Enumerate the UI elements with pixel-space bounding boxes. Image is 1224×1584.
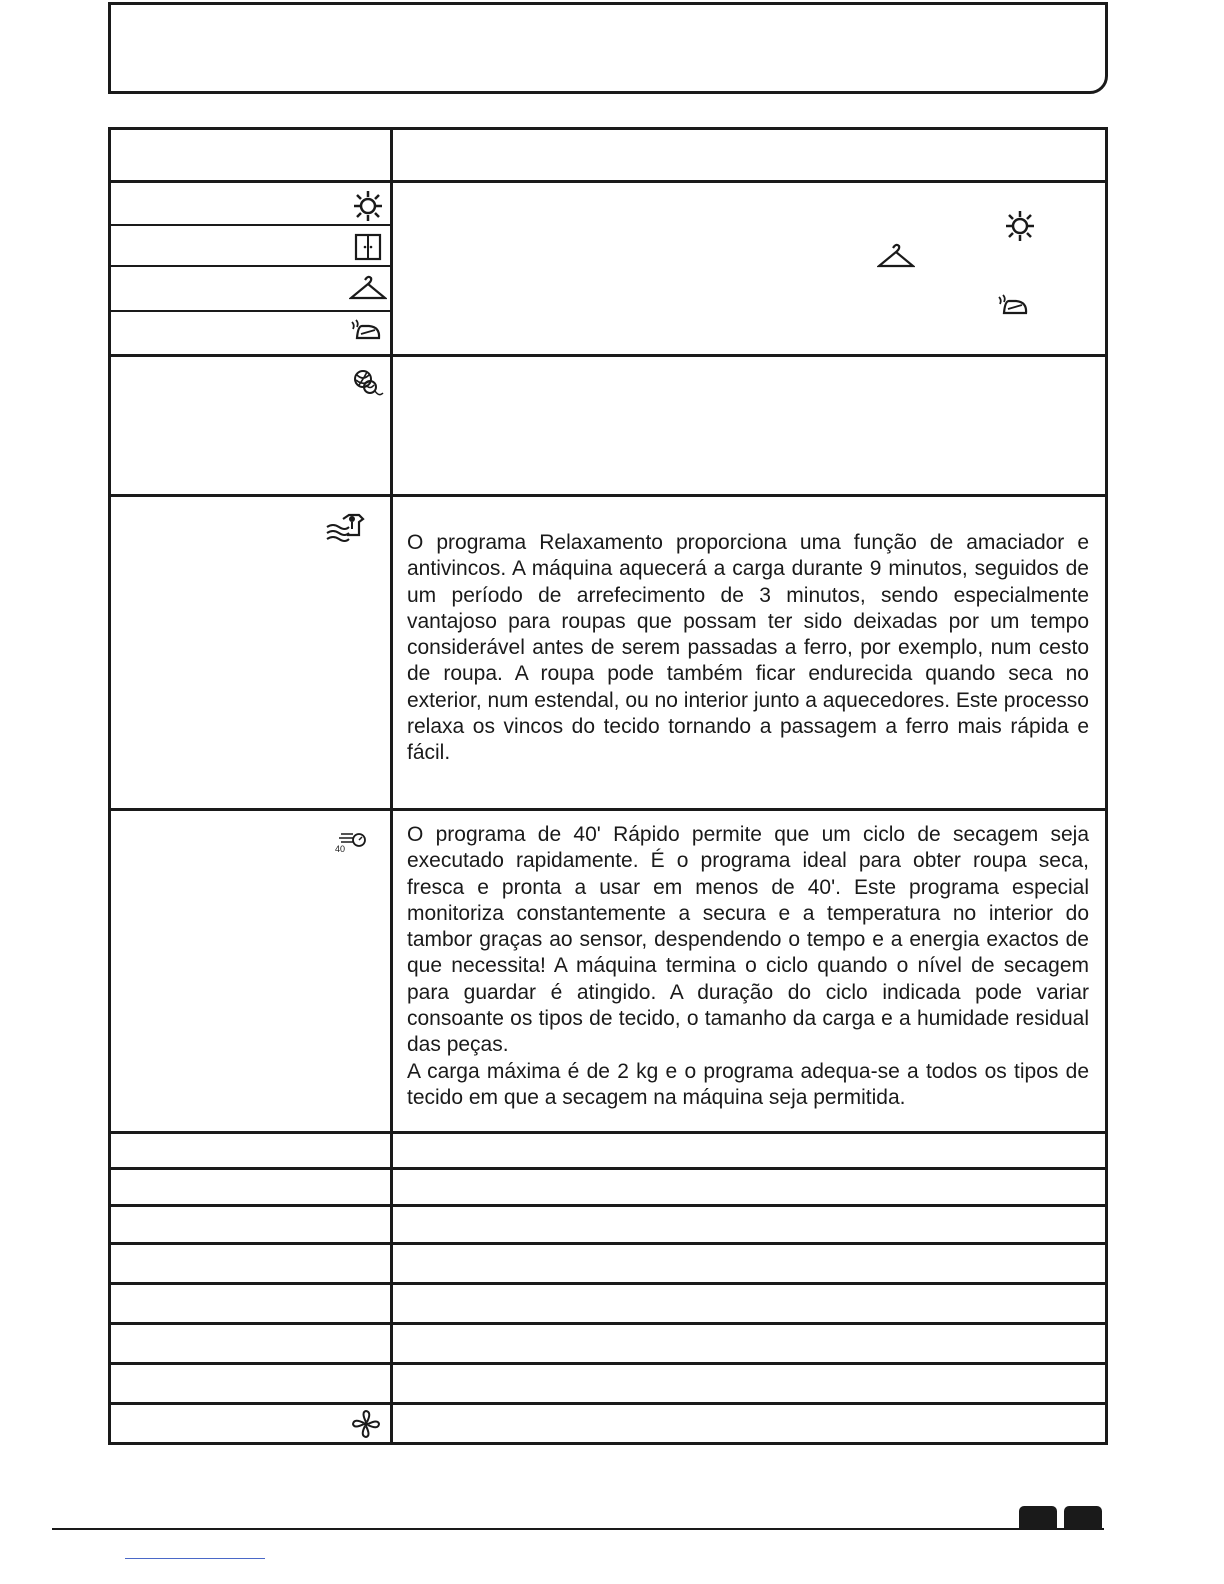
relax-icon: [325, 513, 365, 543]
bottom-link-underline: [125, 1558, 265, 1559]
row-divider: [111, 1282, 1105, 1285]
page-number-tab: [1064, 1506, 1102, 1530]
wool-icon: [349, 366, 385, 400]
row-divider: [111, 494, 1105, 497]
relax-description: [407, 530, 1089, 767]
row-divider: [111, 808, 1105, 811]
row-divider: [111, 1242, 1105, 1245]
row-divider: [111, 1131, 1105, 1134]
row-divider: [111, 1204, 1105, 1207]
fan-icon: [351, 1409, 381, 1439]
row-divider: [111, 354, 1105, 357]
sub-row-divider: [111, 224, 390, 226]
iron-dry-icon: [996, 293, 1032, 319]
column-divider: [390, 130, 393, 1442]
rapid-40-icon: [333, 830, 369, 854]
row-divider: [111, 180, 1105, 183]
sub-row-divider: [111, 310, 390, 312]
row-divider: [111, 1402, 1105, 1405]
extra-dry-sun-icon: [1003, 210, 1037, 242]
rapid-40-text: O programa de 40' Rápido permite que um ciclo de secagem seja executado rapidamente. É o programa ideal para obter roupa seca, fresca e pronta a usar em menos de 40'. Este programa especial monitoriza constantemente a secura e a temperatura no interior do tambor graças ao sensor, despendendo o tempo e a energia exactos de que necessita! A máquina termina o ciclo quando o nível de secagem para guardar é atingido. A duração do ciclo indicada pode variar consoante os tipos de tecido, o tamanho da carga e a humidade residual das peças.: [407, 823, 1089, 1057]
program-table: [108, 127, 1108, 1445]
hanger-dry-icon: [877, 242, 915, 270]
svg-text:40: 40: [335, 844, 346, 854]
row-divider: [111, 1322, 1105, 1325]
page-number-tab: [1019, 1506, 1057, 1530]
header-box: [108, 2, 1108, 94]
relax-text: O programa Relaxamento proporciona uma função de amaciador e antivincos. A máquina aquecerá a carga durante 9 minutos, seguidos de um período de arrefecimento de 3 minutos, sendo especialmente vantajoso para roupas que possam ter sido deixadas por um tempo considerável antes de serem passadas a ferro, por exemplo, num cesto de roupa. A roupa pode também ficar endurecida quando seca no exterior, num estendal, ou no interior junto a aquecedores. Este processo relaxa os vincos do tecido tornando a passagem a ferro mais rápida e fácil.: [407, 531, 1089, 765]
iron-dry-icon: [349, 318, 385, 344]
cupboard-dry-icon: [354, 233, 382, 261]
rapid-40-description: [407, 822, 1089, 1111]
row-divider: [111, 1362, 1105, 1365]
sub-row-divider: [111, 265, 390, 267]
footer-rule: [52, 1528, 1104, 1530]
extra-dry-sun-icon: [351, 190, 385, 222]
hanger-dry-icon: [349, 274, 387, 302]
rapid-40-note: A carga máxima é de 2 kg e o programa adequa-se a todos os tipos de tecido em que a secagem na máquina seja permitida.: [407, 1059, 1089, 1109]
row-divider: [111, 1167, 1105, 1170]
